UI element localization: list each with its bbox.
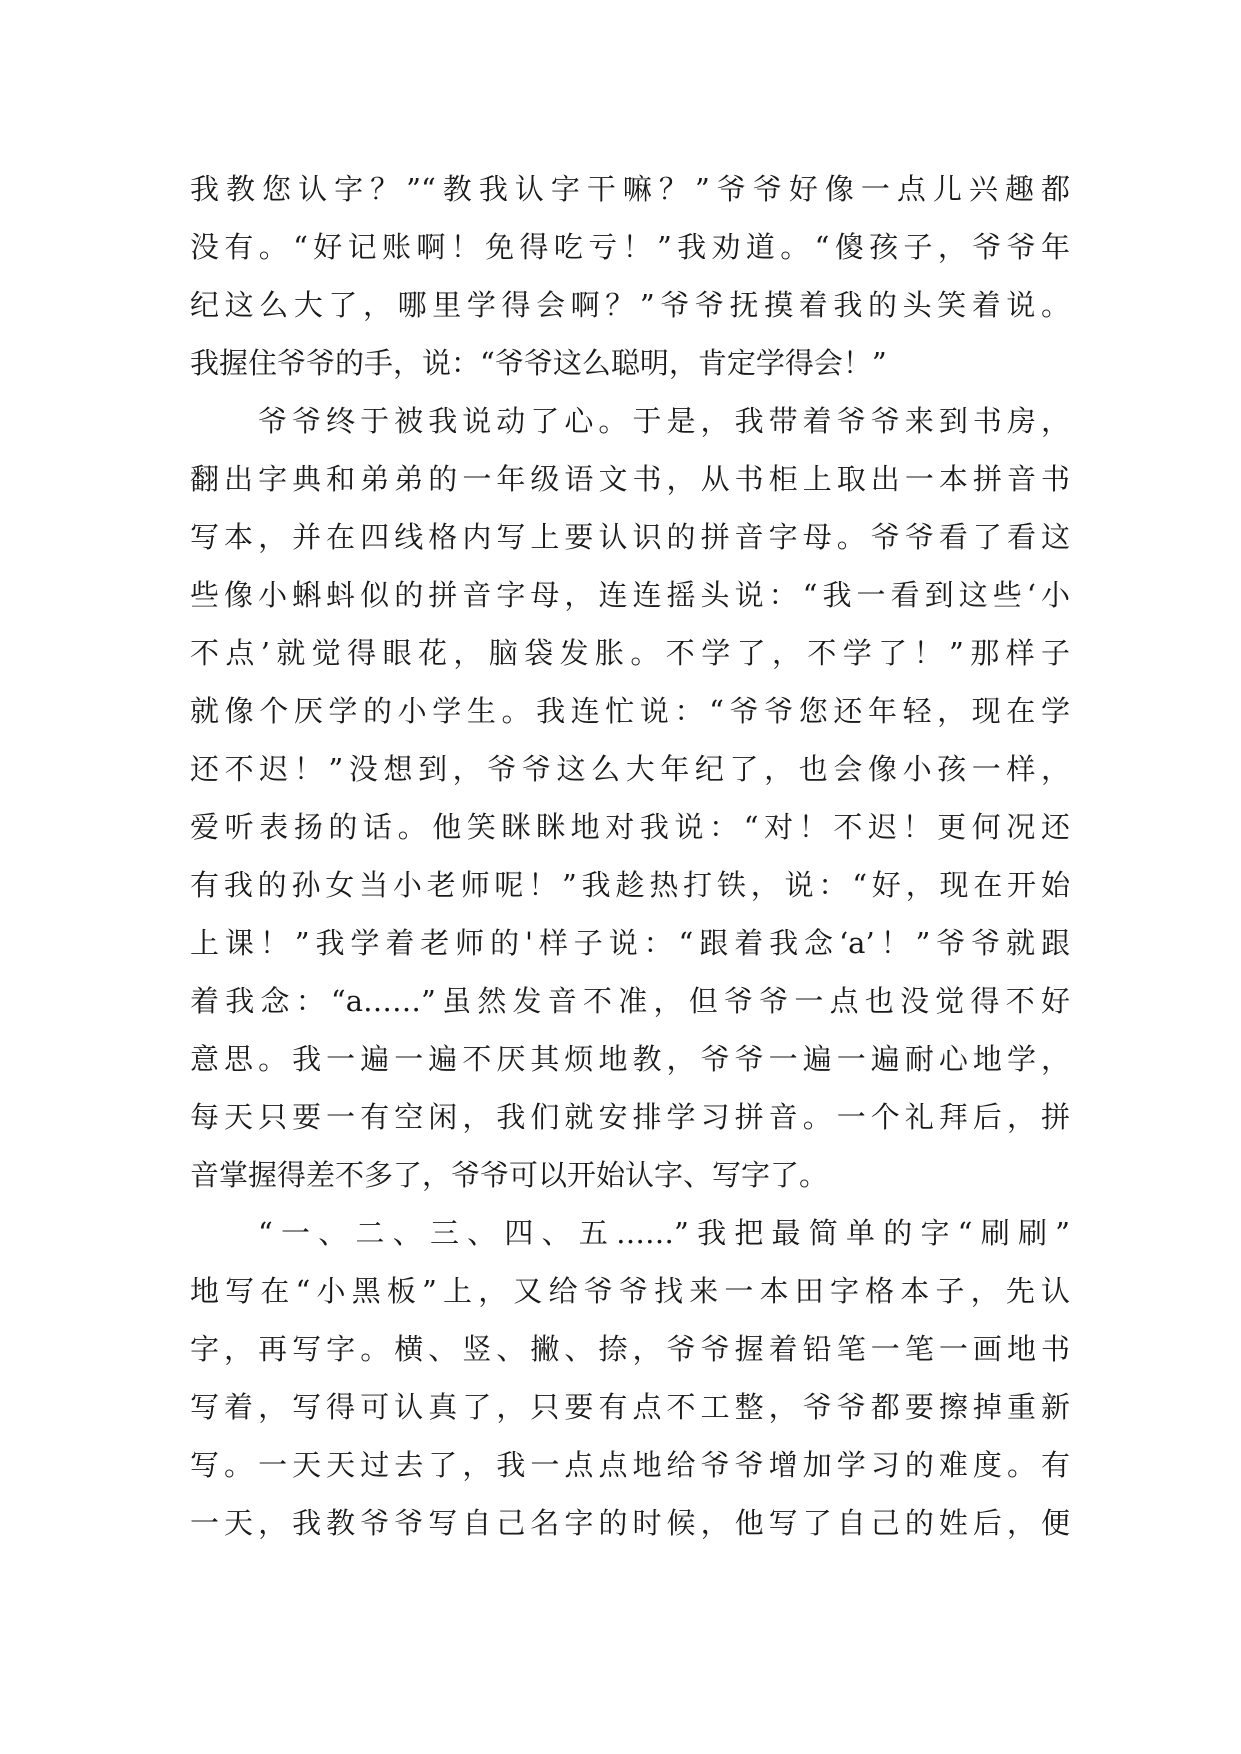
text-line: 就像个厌学的小学生。我连忙说：“爷爷您还年轻，现在学 [190, 694, 1070, 728]
text-line: 写本，并在四线格内写上要认识的拼音字母。爷爷看了看这 [190, 520, 1070, 554]
text-line: 些像小蝌蚪似的拼音字母，连连摇头说：“我一看到这些‘小 [190, 578, 1070, 612]
text-line: 意思。我一遍一遍不厌其烦地教，爷爷一遍一遍耐心地学， [190, 1042, 1070, 1076]
text-line: 纪这么大了，哪里学得会啊？”爷爷抚摸着我的头笑着说。 [190, 288, 1070, 322]
text-line: 不点’就觉得眼花，脑袋发胀。不学了，不学了！”那样子 [190, 636, 1070, 670]
text-line: 地写在“小黑板”上，又给爷爷找来一本田字格本子，先认 [190, 1274, 1070, 1308]
text-line: 翻出字典和弟弟的一年级语文书，从书柜上取出一本拼音书 [190, 462, 1070, 496]
text-line: 没有。“好记账啊！免得吃亏！”我劝道。“傻孩子，爷爷年 [190, 230, 1070, 264]
text-line: 写着，写得可认真了，只要有点不工整，爷爷都要擦掉重新 [190, 1390, 1070, 1424]
text-line: 爱听表扬的话。他笑眯眯地对我说：“对！不迟！更何况还 [190, 810, 1070, 844]
text-line: 还不迟！”没想到，爷爷这么大年纪了，也会像小孩一样， [190, 752, 1070, 786]
text-line: 着我念：“a……”虽然发音不准，但爷爷一点也没觉得不好 [190, 984, 1070, 1018]
paragraph-first-line: 爷爷终于被我说动了心。于是，我带着爷爷来到书房， [258, 404, 1070, 438]
text-line: 写。一天天过去了，我一点点地给爷爷增加学习的难度。有 [190, 1448, 1070, 1482]
text-line: 字，再写字。横、竖、撇、捺，爷爷握着铅笔一笔一画地书 [190, 1332, 1070, 1366]
text-line: 我教您认字？”“教我认字干嘛？”爷爷好像一点儿兴趣都 [190, 172, 1070, 206]
text-line: 音掌握得差不多了，爷爷可以开始认字、写字了。 [190, 1158, 829, 1192]
paragraph-first-line: “一、二、三、四、五……”我把最简单的字“刷刷” [258, 1216, 1070, 1250]
text-line: 一天，我教爷爷写自己名字的时候，他写了自己的姓后，便 [190, 1506, 1070, 1540]
text-line: 我握住爷爷的手，说：“爷爷这么聪明，肯定学得会！” [190, 346, 887, 380]
text-line: 有我的孙女当小老师呢！”我趁热打铁，说：“好，现在开始 [190, 868, 1070, 902]
body-text [190, 160, 1070, 1552]
text-line: 上课！”我学着老师的'样子说：“跟着我念‘a’！”爷爷就跟 [190, 926, 1070, 960]
text-line: 每天只要一有空闲，我们就安排学习拼音。一个礼拜后，拼 [190, 1100, 1070, 1134]
